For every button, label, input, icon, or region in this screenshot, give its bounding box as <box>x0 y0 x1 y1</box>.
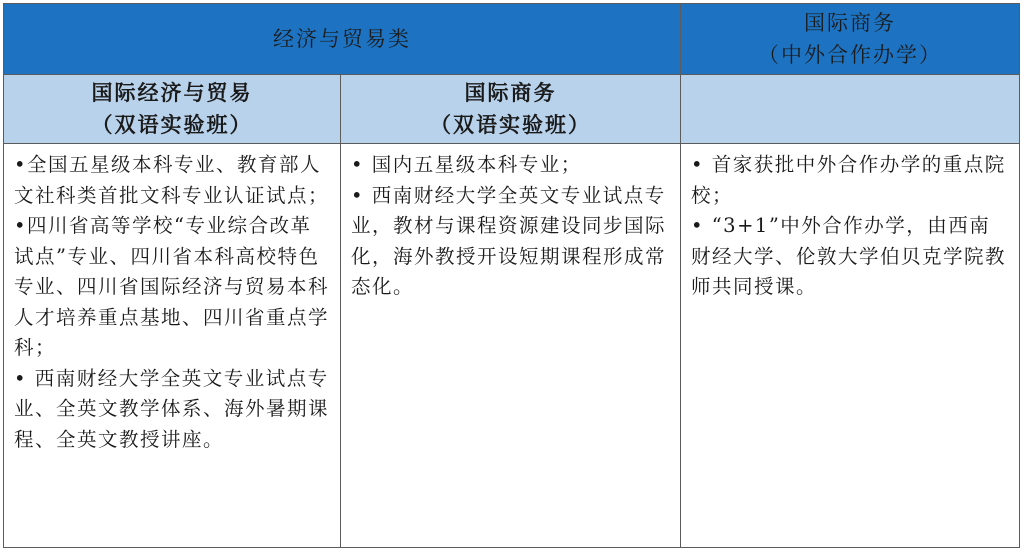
subheader-col1-title: 国际经济与贸易 <box>91 80 253 105</box>
body-col1-item: •四川省高等学校“专业综合改革试点”专业、四川省本科高校特色专业、四川省国际经济与贸易本科人才培养重点基地、四川省重点学科； <box>14 214 330 359</box>
body-row <box>4 144 1020 548</box>
subheader-row <box>4 75 1020 144</box>
subheader-intl-business <box>341 75 681 144</box>
subheader-col3-empty <box>681 75 1020 144</box>
subheader-col2-subtitle: （双语实验班） <box>430 112 591 137</box>
subheader-col2-title: 国际商务 <box>464 80 557 105</box>
body-col2-item: • 西南财经大学全英文专业试点专业，教材与课程资源建设同步国际化，海外教授开设短期课程形成常态化。 <box>351 183 667 298</box>
body-col2-item: • 国内五星级本科专业； <box>351 153 582 176</box>
header-col3-title: 国际商务 <box>804 11 896 35</box>
body-col1-item: •全国五星级本科专业、教育部人文社科类首批文科专业认证试点； <box>14 153 330 207</box>
body-col3-item: • “3+1”中外合作办学，由西南财经大学、伦敦大学伯贝克学院教师共同授课。 <box>691 214 1007 298</box>
header-col3-subtitle: （中外合作办学） <box>758 43 942 67</box>
subheader-col1-subtitle: （双语实验班） <box>91 112 253 137</box>
header-economics-trade <box>4 4 681 75</box>
body-col1-item: • 西南财经大学全英文专业试点专业、全英文教学体系、海外暑期课程、全英文教授讲座。 <box>14 366 330 451</box>
header-row <box>4 4 1020 75</box>
subheader-intl-econ-trade <box>4 75 341 144</box>
body-col1-cell <box>4 144 341 548</box>
comparison-table-wrapper <box>3 3 1019 548</box>
body-col2-cell <box>341 144 681 548</box>
body-col3-item: • 首家获批中外合作办学的重点院校； <box>691 153 1006 207</box>
header-international-business-coop <box>681 4 1020 75</box>
header-group-label: 经济与贸易类 <box>273 27 411 51</box>
body-col3-cell <box>681 144 1020 548</box>
program-comparison-table <box>3 3 1020 548</box>
